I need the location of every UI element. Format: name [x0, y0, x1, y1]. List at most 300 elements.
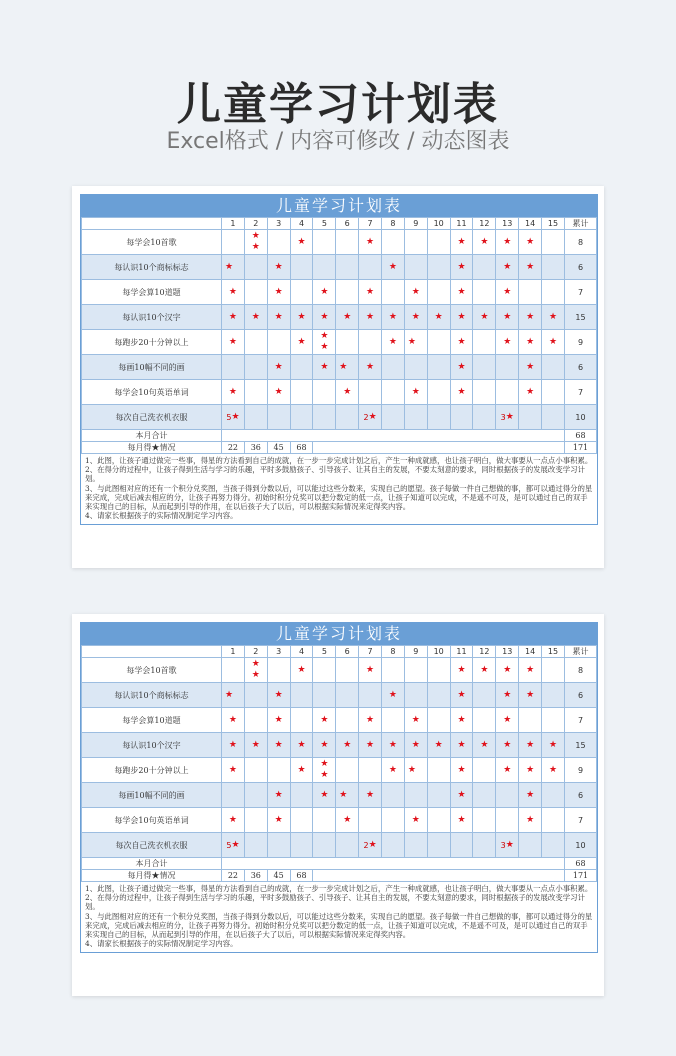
day-cell — [473, 708, 496, 733]
day-cell — [519, 305, 542, 330]
day-cell — [359, 783, 382, 808]
note-item: 1、此图，让孩子通过做完一些事，得星的方法看到自己的成就，在一步一步完成计划之后，产生一种成就感，也让孩子明白，做大事要从一点点小事积累。 — [85, 884, 593, 893]
day-cell — [450, 330, 473, 355]
day-cell — [450, 280, 473, 305]
star-icon: ★ — [480, 311, 489, 322]
day-cell — [519, 658, 542, 683]
star-icon: ★ — [548, 336, 558, 347]
day-cell — [519, 255, 542, 280]
day-cell — [519, 733, 542, 758]
bonus-star-count: 5 — [226, 840, 232, 850]
star-icon: ★ — [368, 839, 377, 850]
day-cell — [382, 683, 405, 708]
day-header: 7 — [359, 218, 382, 230]
day-cell — [450, 255, 473, 280]
day-cell — [359, 280, 382, 305]
day-cell — [382, 783, 405, 808]
day-cell — [404, 833, 427, 858]
day-cell — [382, 808, 405, 833]
month-total-label: 本月合计 — [82, 858, 222, 870]
day-cell — [359, 355, 382, 380]
day-cell — [267, 833, 290, 858]
star-icon: ★ — [320, 714, 329, 725]
day-cell — [313, 708, 336, 733]
star-icon: ★ — [457, 764, 466, 775]
day-cell — [336, 355, 359, 380]
day-cell — [222, 808, 245, 833]
day-cell — [404, 808, 427, 833]
day-cell — [427, 255, 450, 280]
day-cell — [244, 255, 267, 280]
day-cell — [542, 783, 565, 808]
day-cell — [290, 708, 313, 733]
day-cell — [542, 658, 565, 683]
note-item: 2、在得分的过程中，让孩子得到生活与学习的乐趣，平时多鼓励孩子、引导孩子、让其自主的发展，不要太刻意的要求，同时根据孩子的发展改变学习计划。 — [85, 893, 585, 912]
notes-section — [81, 454, 597, 524]
star-icon: ★ — [388, 689, 397, 700]
day-cell — [496, 280, 519, 305]
star-icon: ★ — [526, 336, 535, 347]
star-icon: ★ — [251, 231, 260, 241]
day-cell — [244, 305, 267, 330]
day-cell — [267, 683, 290, 708]
day-cell — [244, 380, 267, 405]
day-cell — [382, 355, 405, 380]
month-total-value: 68 — [565, 430, 597, 442]
task-row — [82, 683, 597, 708]
day-cell — [404, 708, 427, 733]
day-cell — [382, 758, 405, 783]
task-row — [82, 405, 597, 430]
page-title: 儿童学习计划表 — [177, 79, 499, 130]
day-cell — [496, 683, 519, 708]
day-cell — [359, 833, 382, 858]
star-icon: ★ — [526, 789, 535, 800]
star-icon: ★ — [274, 261, 283, 272]
day-cell — [427, 380, 450, 405]
star-icon: ★ — [526, 386, 535, 397]
star-icon: ★ — [407, 336, 416, 347]
day-cell — [496, 758, 519, 783]
day-cell — [542, 733, 565, 758]
day-cell — [222, 380, 245, 405]
star-icon: ★ — [320, 331, 329, 341]
day-cell — [542, 330, 565, 355]
star-icon: ★ — [503, 286, 512, 297]
day-cell — [496, 305, 519, 330]
day-cell — [267, 708, 290, 733]
month-star-value: 45 — [267, 442, 290, 454]
day-cell — [359, 758, 382, 783]
day-cell — [404, 733, 427, 758]
star-icon: ★ — [320, 342, 329, 352]
day-cell — [313, 255, 336, 280]
day-header: 6 — [336, 218, 359, 230]
day-cell — [542, 708, 565, 733]
day-cell — [222, 355, 245, 380]
star-icon: ★ — [320, 759, 329, 769]
day-cell — [404, 380, 427, 405]
star-icon: ★ — [434, 739, 443, 750]
day-cell — [359, 255, 382, 280]
star-icon: ★ — [274, 361, 283, 372]
total-header: 累计 — [565, 646, 597, 658]
day-cell — [313, 405, 336, 430]
day-cell — [313, 808, 336, 833]
star-icon: ★ — [228, 764, 237, 775]
month-star-value: 68 — [290, 442, 313, 454]
day-cell — [222, 255, 245, 280]
day-cell — [496, 380, 519, 405]
star-icon: ★ — [251, 670, 260, 680]
task-name: 每认识10个商标标志 — [82, 255, 222, 280]
day-cell — [244, 330, 267, 355]
day-cell — [290, 758, 313, 783]
day-header: 11 — [450, 218, 473, 230]
day-header: 5 — [313, 218, 336, 230]
day-cell — [473, 305, 496, 330]
star-icon: ★ — [457, 261, 466, 272]
day-cell — [336, 380, 359, 405]
star-icon: ★ — [548, 764, 558, 775]
corner-cell — [82, 646, 222, 658]
star-icon: ★ — [388, 336, 397, 347]
task-total: 8 — [565, 230, 597, 255]
month-star-value: 36 — [244, 442, 267, 454]
day-cell — [313, 783, 336, 808]
task-name: 每跑步20十分钟以上 — [82, 330, 222, 355]
day-cell — [336, 733, 359, 758]
day-cell — [336, 708, 359, 733]
star-icon: ★ — [228, 336, 237, 347]
month-star-value: 22 — [222, 870, 245, 882]
task-row — [82, 330, 597, 355]
day-cell — [496, 355, 519, 380]
day-cell — [450, 230, 473, 255]
task-name: 每次自己洗衣机衣服 — [82, 405, 222, 430]
day-cell — [450, 683, 473, 708]
star-icon: ★ — [228, 286, 237, 297]
day-cell — [222, 230, 245, 255]
task-name: 每画10幅不同的画 — [82, 783, 222, 808]
day-cell — [496, 808, 519, 833]
day-cell — [382, 733, 405, 758]
day-cell — [496, 405, 519, 430]
day-cell — [244, 783, 267, 808]
note-item: 4、请家长根据孩子的实际情况制定学习内容。 — [85, 511, 238, 521]
month-total-row — [82, 858, 597, 870]
day-cell — [404, 355, 427, 380]
day-cell — [313, 833, 336, 858]
day-cell — [496, 708, 519, 733]
star-icon: ★ — [388, 739, 397, 750]
day-cell — [336, 280, 359, 305]
star-icon: ★ — [526, 361, 535, 372]
page-subtitle: Excel格式 / 内容可修改 / 动态图表 — [166, 129, 510, 154]
day-header: 1 — [222, 646, 245, 658]
task-row — [82, 783, 597, 808]
day-cell — [473, 330, 496, 355]
star-icon: ★ — [503, 764, 512, 775]
day-cell — [404, 405, 427, 430]
day-header: 11 — [450, 646, 473, 658]
task-total: 6 — [565, 783, 597, 808]
star-icon: ★ — [274, 311, 283, 322]
day-cell — [473, 783, 496, 808]
day-cell — [359, 330, 382, 355]
task-total: 6 — [565, 683, 597, 708]
day-cell — [290, 330, 313, 355]
star-icon: ★ — [339, 361, 348, 372]
star-icon: ★ — [274, 689, 283, 700]
month-star-row — [82, 442, 597, 454]
day-cell — [244, 833, 267, 858]
star-icon: ★ — [457, 336, 466, 347]
star-icon: ★ — [320, 311, 329, 322]
note-item: 3、与此图相对应的还有一个积分兑奖图，当孩子得到分数以后，可以能过这些分数来，实现自己的愿望。孩子每做一件自己想做的事，都可以通过得分的星来完成，完成后减去相应的分，让孩子再努力得分。初始时积分兑奖可以把分数定的低一点，让孩子知道可以完成，不是遥不可及，是可以通过自己的双手来实现自己的目标，从而起到引导的作用，在以后孩子大了以后，可以根据实际情况来定得奖内容。 — [85, 911, 593, 940]
day-cell — [290, 230, 313, 255]
star-icon: ★ — [251, 659, 260, 669]
task-row — [82, 758, 597, 783]
total-header: 累计 — [565, 218, 597, 230]
day-cell — [222, 733, 245, 758]
star-icon: ★ — [505, 411, 514, 422]
day-cell — [244, 808, 267, 833]
day-cell — [450, 833, 473, 858]
star-icon: ★ — [434, 311, 443, 322]
star-icon: ★ — [503, 714, 512, 725]
day-cell — [473, 380, 496, 405]
day-cell — [313, 305, 336, 330]
star-icon: ★ — [274, 714, 283, 725]
day-cell — [336, 255, 359, 280]
day-cell — [473, 355, 496, 380]
day-cell — [427, 733, 450, 758]
day-cell — [473, 280, 496, 305]
star-icon: ★ — [480, 236, 489, 247]
star-icon: ★ — [320, 361, 329, 372]
star-icon: ★ — [274, 386, 283, 397]
day-cell — [290, 683, 313, 708]
star-icon: ★ — [228, 814, 237, 825]
bonus-star-count: 3 — [500, 840, 506, 850]
task-total: 9 — [565, 758, 597, 783]
star-icon: ★ — [339, 789, 348, 800]
day-cell — [450, 405, 473, 430]
day-cell — [404, 683, 427, 708]
star-icon: ★ — [368, 411, 377, 422]
day-cell — [450, 708, 473, 733]
day-header: 2 — [244, 646, 267, 658]
task-name: 每学会算10道题 — [82, 280, 222, 305]
corner-cell — [82, 218, 222, 230]
star-icon: ★ — [231, 839, 240, 850]
star-icon: ★ — [411, 386, 420, 397]
day-cell — [542, 230, 565, 255]
day-cell — [519, 708, 542, 733]
star-icon: ★ — [503, 261, 512, 272]
task-name: 每画10幅不同的画 — [82, 355, 222, 380]
day-cell — [542, 683, 565, 708]
day-cell — [290, 733, 313, 758]
star-icon: ★ — [526, 739, 535, 750]
task-total: 7 — [565, 380, 597, 405]
star-icon: ★ — [228, 714, 237, 725]
day-cell — [222, 658, 245, 683]
day-cell — [473, 733, 496, 758]
day-cell — [313, 658, 336, 683]
day-cell — [450, 783, 473, 808]
month-star-label: 每月得★情况 — [82, 442, 222, 454]
day-header: 14 — [519, 646, 542, 658]
star-icon: ★ — [225, 261, 234, 272]
day-cell — [267, 305, 290, 330]
month-star-total: 171 — [565, 442, 597, 454]
day-cell — [313, 280, 336, 305]
day-cell — [222, 683, 245, 708]
day-cell — [473, 683, 496, 708]
day-cell — [519, 280, 542, 305]
task-total: 7 — [565, 280, 597, 305]
star-icon: ★ — [320, 789, 329, 800]
day-cell — [427, 405, 450, 430]
day-cell — [244, 230, 267, 255]
star-icon: ★ — [343, 386, 352, 397]
star-icon: ★ — [297, 764, 306, 775]
day-cell — [450, 758, 473, 783]
day-cell — [427, 683, 450, 708]
day-cell — [267, 330, 290, 355]
day-header: 4 — [290, 218, 313, 230]
star-icon: ★ — [526, 814, 535, 825]
day-cell — [290, 808, 313, 833]
day-header: 12 — [473, 646, 496, 658]
day-cell — [404, 255, 427, 280]
task-name: 每次自己洗衣机衣服 — [82, 833, 222, 858]
day-cell — [404, 758, 427, 783]
day-cell — [222, 280, 245, 305]
task-total: 10 — [565, 833, 597, 858]
day-cell — [382, 255, 405, 280]
day-cell — [542, 405, 565, 430]
day-cell — [519, 230, 542, 255]
day-header: 12 — [473, 218, 496, 230]
day-cell — [427, 708, 450, 733]
day-cell — [496, 658, 519, 683]
day-cell — [244, 658, 267, 683]
star-icon: ★ — [366, 714, 375, 725]
day-cell — [336, 230, 359, 255]
day-header: 2 — [244, 218, 267, 230]
day-cell — [336, 783, 359, 808]
task-total: 15 — [565, 305, 597, 330]
day-cell — [336, 758, 359, 783]
sheet-title: 儿童学习计划表 — [81, 623, 597, 645]
day-cell — [222, 405, 245, 430]
day-cell — [404, 305, 427, 330]
month-star-value: 36 — [244, 870, 267, 882]
star-icon: ★ — [503, 311, 512, 322]
month-star-row — [82, 870, 597, 882]
day-cell — [382, 658, 405, 683]
day-cell — [382, 405, 405, 430]
day-cell — [473, 808, 496, 833]
task-row — [82, 230, 597, 255]
day-header: 10 — [427, 646, 450, 658]
day-cell — [473, 405, 496, 430]
day-cell — [244, 758, 267, 783]
star-icon: ★ — [526, 311, 535, 322]
day-cell — [473, 255, 496, 280]
star-icon: ★ — [228, 739, 237, 750]
star-icon: ★ — [407, 764, 416, 775]
month-star-blank — [313, 870, 565, 882]
note-item: 1、此图，让孩子通过做完一些事，得星的方法看到自己的成就，在一步一步完成计划之后，产生一种成就感，也让孩子明白，做大事要从一点点小事积累。 — [85, 456, 593, 465]
star-icon: ★ — [457, 714, 466, 725]
day-cell — [542, 808, 565, 833]
star-icon: ★ — [457, 664, 466, 675]
month-total-blank — [222, 430, 565, 442]
star-icon: ★ — [457, 814, 466, 825]
task-name: 每学会10首歌 — [82, 230, 222, 255]
day-cell — [382, 380, 405, 405]
day-header: 1 — [222, 218, 245, 230]
day-cell — [267, 380, 290, 405]
bonus-star-count: 2 — [363, 840, 369, 850]
day-header: 8 — [382, 646, 405, 658]
star-icon: ★ — [457, 739, 466, 750]
day-cell — [244, 355, 267, 380]
day-cell — [496, 255, 519, 280]
day-cell — [313, 330, 336, 355]
task-name: 每学会10句英语单词 — [82, 380, 222, 405]
day-cell — [244, 405, 267, 430]
star-icon: ★ — [274, 789, 283, 800]
star-icon: ★ — [457, 386, 466, 397]
day-cell — [450, 355, 473, 380]
day-cell — [267, 280, 290, 305]
star-icon: ★ — [548, 311, 558, 322]
star-icon: ★ — [251, 739, 260, 750]
day-cell — [290, 658, 313, 683]
star-icon: ★ — [526, 689, 535, 700]
month-star-value: 22 — [222, 442, 245, 454]
day-cell — [359, 405, 382, 430]
star-icon: ★ — [526, 261, 535, 272]
day-cell — [336, 405, 359, 430]
notes-section — [81, 882, 597, 952]
day-cell — [404, 658, 427, 683]
star-icon: ★ — [480, 739, 489, 750]
month-star-total: 171 — [565, 870, 597, 882]
note-item: 4、请家长根据孩子的实际情况制定学习内容。 — [85, 939, 238, 949]
star-icon: ★ — [457, 286, 466, 297]
day-cell — [382, 280, 405, 305]
day-cell — [519, 783, 542, 808]
star-icon: ★ — [503, 236, 512, 247]
star-icon: ★ — [457, 789, 466, 800]
star-icon: ★ — [411, 739, 420, 750]
day-cell — [450, 808, 473, 833]
day-cell — [290, 783, 313, 808]
month-star-label: 每月得★情况 — [82, 870, 222, 882]
task-name: 每认识10个商标标志 — [82, 683, 222, 708]
day-header: 3 — [267, 646, 290, 658]
task-row — [82, 355, 597, 380]
task-row — [82, 305, 597, 330]
day-cell — [222, 330, 245, 355]
star-icon: ★ — [366, 789, 375, 800]
